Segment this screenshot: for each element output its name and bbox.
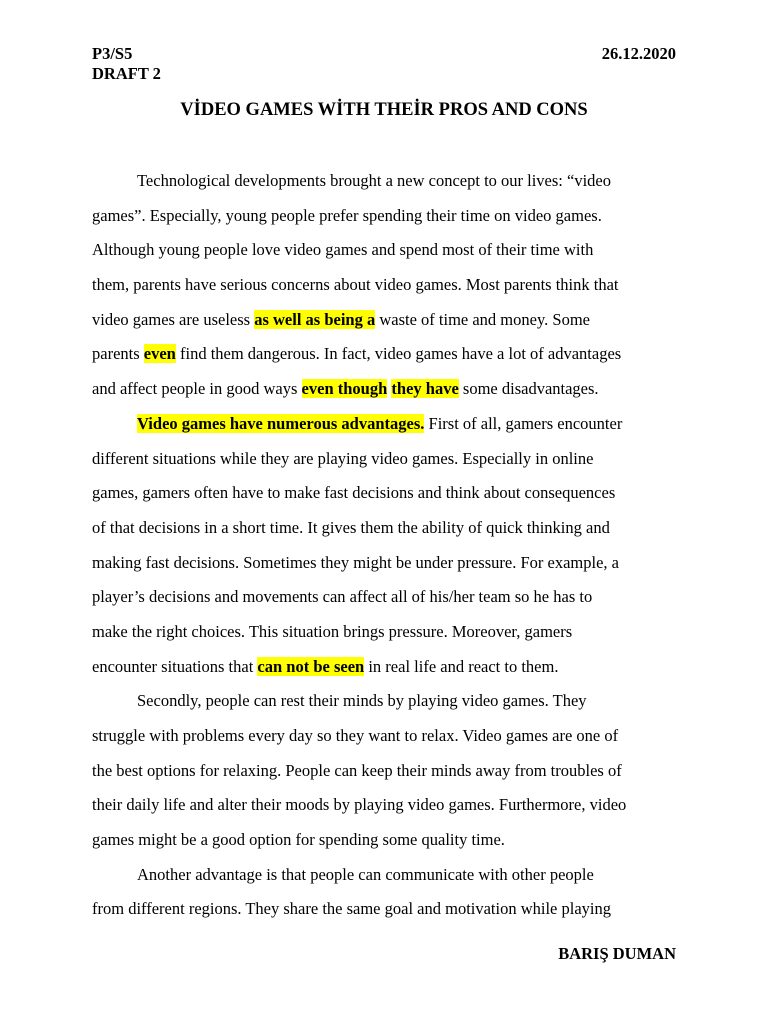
- author-name: BARIŞ DUMAN: [558, 944, 676, 963]
- paragraph-line: [92, 726, 692, 761]
- paragraph-line: [92, 275, 692, 310]
- paragraph-line: [92, 691, 692, 726]
- paragraph-line: [92, 344, 692, 379]
- line-text: some disadvantages.: [458, 379, 599, 399]
- line-text: them, parents have serious concerns about video games. Most parents think that: [92, 275, 619, 295]
- line-text: different situations while they are playing video games. Especially in online: [92, 448, 594, 468]
- line-text: making fast decisions. Sometimes they might be under pressure. For example, a: [92, 552, 619, 572]
- paragraph-line: [92, 761, 692, 796]
- line-text: Although young people love video games and spend most of their time with: [92, 240, 594, 260]
- paragraph-line: [92, 865, 692, 900]
- highlighted-phrase: can not be seen: [257, 656, 365, 676]
- line-text: player’s decisions and movements can affect all of his/her team so he has to: [92, 587, 593, 607]
- paragraph-line: [92, 899, 692, 934]
- line-text: from different regions. They share the same goal and motivation while playing: [92, 899, 612, 919]
- line-text: of that decisions in a short time. It gives them the ability of quick thinking and: [92, 517, 610, 537]
- highlighted-phrase: they have: [391, 379, 459, 399]
- line-text: Technological developments brought a new concept to our lives: “video: [137, 171, 611, 190]
- line-text: and affect people in good ways: [92, 379, 302, 399]
- line-text: video games are useless: [92, 309, 255, 329]
- line-text: make the right choices. This situation brings pressure. Moreover, gamers: [92, 621, 573, 641]
- paragraph-line: [92, 171, 692, 206]
- paragraph-line: [92, 483, 692, 518]
- paragraph-line: [92, 414, 692, 449]
- paragraph-line: [92, 379, 692, 414]
- line-text: Secondly, people can rest their minds by playing video games. They: [137, 691, 587, 711]
- paragraph-line: [92, 795, 692, 830]
- highlighted-phrase: as well as being a: [254, 309, 376, 329]
- highlighted-phrase: even though: [301, 379, 388, 399]
- essay-body: [92, 171, 692, 934]
- line-text: struggle with problems every day so they want to relax. Video games are one of: [92, 726, 619, 745]
- paragraph-line: [92, 830, 692, 865]
- paragraph-line: [92, 310, 692, 345]
- highlighted-phrase: Video games have numerous advantages.: [137, 413, 425, 433]
- line-text: encounter situations that: [92, 656, 258, 676]
- paragraph-line: [92, 240, 692, 275]
- line-text: parents: [92, 344, 144, 364]
- paragraph-line: [92, 657, 692, 692]
- line-text: waste of time and money. Some: [375, 309, 590, 329]
- highlighted-phrase: even: [143, 344, 176, 364]
- class-code: P3/S5: [92, 44, 133, 63]
- line-text: Another advantage is that people can communicate with other people: [137, 864, 594, 884]
- line-text: the best options for relaxing. People can keep their minds away from troubles of: [92, 760, 622, 780]
- line-text: First of all, gamers encounter: [424, 413, 623, 433]
- essay-title: VİDEO GAMES WİTH THEİR PROS AND CONS: [180, 100, 588, 120]
- line-text: in real life and react to them.: [364, 656, 559, 676]
- line-text: their daily life and alter their moods by playing video games. Furthermore, video: [92, 795, 627, 815]
- line-text: games”. Especially, young people prefer spending their time on video games.: [92, 205, 602, 225]
- line-text: games, gamers often have to make fast decisions and think about consequences: [92, 483, 616, 503]
- paragraph-line: [92, 206, 692, 241]
- paragraph-line: [92, 518, 692, 553]
- paragraph-line: [92, 587, 692, 622]
- document-date: 26.12.2020: [601, 44, 676, 63]
- draft-label: DRAFT 2: [92, 64, 161, 83]
- line-text: find them dangerous. In fact, video games have a lot of advantages: [175, 344, 622, 364]
- paragraph-line: [92, 622, 692, 657]
- paragraph-line: [92, 449, 692, 484]
- paragraph-line: [92, 553, 692, 588]
- line-text: games might be a good option for spending some quality time.: [92, 830, 505, 850]
